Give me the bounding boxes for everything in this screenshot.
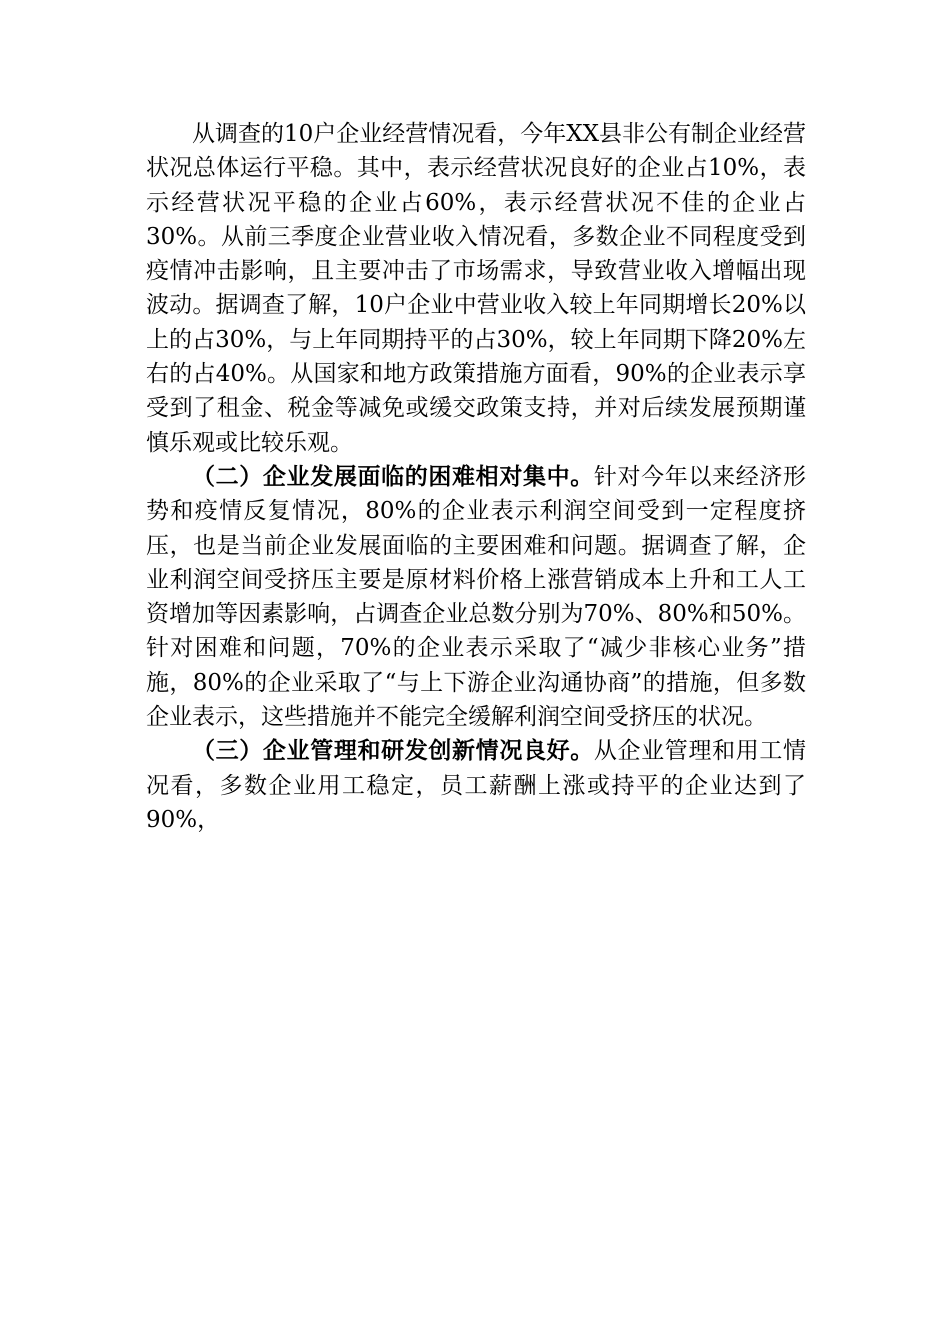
paragraph-difficulties [146,460,806,734]
paragraph-management [146,734,806,837]
section-heading-difficulties: （二）企业发展面临的困难相对集中。 [192,463,594,490]
paragraph-text: 从调查的10户企业经营情况看，今年XX县非公有制企业经营状况总体运行平稳。其中，表示经营状况良好的企业占10%，表示经营状况平稳的企业占60%，表示经营状况不佳的企业占30%。从前三季度企业营业收入情况看，多数企业不同程度受到疫情冲击影响，且主要冲击了市场需求，导致营业收入增幅出现波动。据调查了解，10户企业中营业收入较上年同期增长20%以上的占30%，与上年同期持平的占30%，较上年同期下降20%左右的占40%。从国家和地方政策措施方面看，90%的企业表示享受到了租金、税金等减免或缓交政策支持，并对后续发展预期谨慎乐观或比较乐观。 [146,121,807,456]
paragraph-operations [146,117,806,460]
paragraph-text: 从企业管理和用工情况看，多数企业用工稳定，员工薪酬上涨或持平的企业达到了90%， [146,738,807,833]
document-body [146,117,806,837]
section-heading-management: （三）企业管理和研发创新情况良好。 [192,738,594,765]
paragraph-text: 针对今年以来经济形势和疫情反复情况，80%的企业表示利润空间受到一定程度挤压，也是当前企业发展面临的主要困难和问题。据调查了解，企业利润空间受挤压主要是原材料价格上涨营销成本上升和工人工资增加等因素影响，占调查企业总数分别为70%、80%和50%。针对困难和问题，70%的企业表示采取了“减少非核心业务”措施，80%的企业采取了“与上下游企业沟通协商”的措施，但多数企业表示，这些措施并不能完全缓解利润空间受挤压的状况。 [146,463,807,731]
